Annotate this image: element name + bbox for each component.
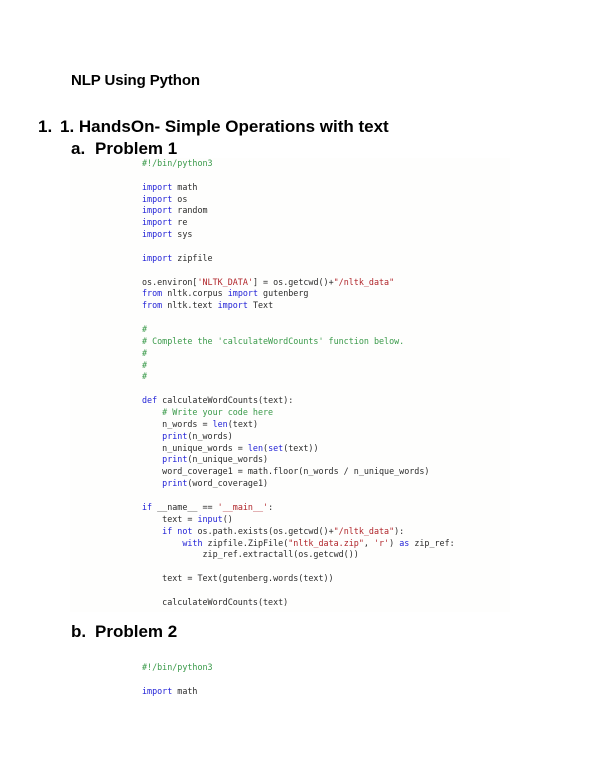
- code-line: import random: [142, 205, 208, 216]
- code-line: import math: [142, 685, 198, 696]
- section-label: 1. HandsOn- Simple Operations with text: [60, 117, 389, 136]
- code-line: text = input(): [142, 513, 233, 524]
- code-line: calculateWordCounts(text): [142, 596, 289, 607]
- code-line: [142, 490, 455, 502]
- code-line: from nltk.corpus import gutenberg: [142, 288, 309, 299]
- code-line: # Write your code here: [162, 407, 274, 418]
- code-line: n_unique_words = len(set(text)): [142, 442, 319, 453]
- code-line: print(n_words): [162, 430, 233, 441]
- code-line: [142, 170, 455, 182]
- problem-2-code-block: [142, 662, 213, 698]
- problem-1-code-block: [142, 158, 455, 609]
- code-line: [142, 561, 455, 573]
- code-line: import zipfile: [142, 252, 213, 263]
- code-line: #: [142, 347, 148, 358]
- code-line: print(n_unique_words): [162, 454, 269, 465]
- code-line: #!/bin/python3: [142, 662, 213, 672]
- code-line: [142, 265, 455, 277]
- code-line: word_coverage1 = math.floor(n_words / n_unique_words): [142, 466, 430, 477]
- section-heading: [38, 117, 389, 137]
- code-line: import sys: [142, 229, 193, 240]
- code-line: n_words = len(text): [142, 418, 258, 429]
- code-line: zip_ref.extractall(os.getcwd()): [142, 549, 359, 560]
- code-line: if __name__ == '__main__':: [142, 501, 274, 512]
- code-line: os.environ['NLTK_DATA'] = os.getcwd()+"/nltk_data": [142, 276, 395, 287]
- code-line: import math: [142, 181, 198, 192]
- code-line: import re: [142, 217, 188, 228]
- code-line: with zipfile.ZipFile("nltk_data.zip", 'r') as zip_ref:: [182, 537, 455, 548]
- code-line: [142, 241, 455, 253]
- code-line: [142, 312, 455, 324]
- problem-1-label: Problem 1: [95, 139, 178, 158]
- code-line: #: [142, 371, 148, 382]
- problem-2-letter: b.: [71, 622, 87, 641]
- problem-2-heading: [71, 622, 177, 642]
- code-line: from nltk.text import Text: [142, 300, 274, 311]
- code-line: #!/bin/python3: [142, 158, 213, 168]
- code-line: if not os.path.exists(os.getcwd()+"/nltk_data"):: [162, 525, 405, 536]
- code-line: text = Text(gutenberg.words(text)): [142, 573, 334, 584]
- problem-1-letter: a.: [71, 139, 86, 158]
- code-line: #: [142, 359, 148, 370]
- code-line: [142, 674, 213, 686]
- document-title: NLP Using Python: [71, 72, 200, 89]
- problem-1-heading: [71, 139, 177, 159]
- code-line: # Complete the 'calculateWordCounts' function below.: [142, 335, 405, 346]
- section-number: 1.: [38, 117, 53, 136]
- problem-2-label: Problem 2: [95, 622, 178, 641]
- code-line: def calculateWordCounts(text):: [142, 395, 294, 406]
- code-line: [142, 585, 455, 597]
- code-line: print(word_coverage1): [162, 478, 269, 489]
- code-line: #: [142, 324, 148, 335]
- code-line: [142, 383, 455, 395]
- code-line: import os: [142, 193, 188, 204]
